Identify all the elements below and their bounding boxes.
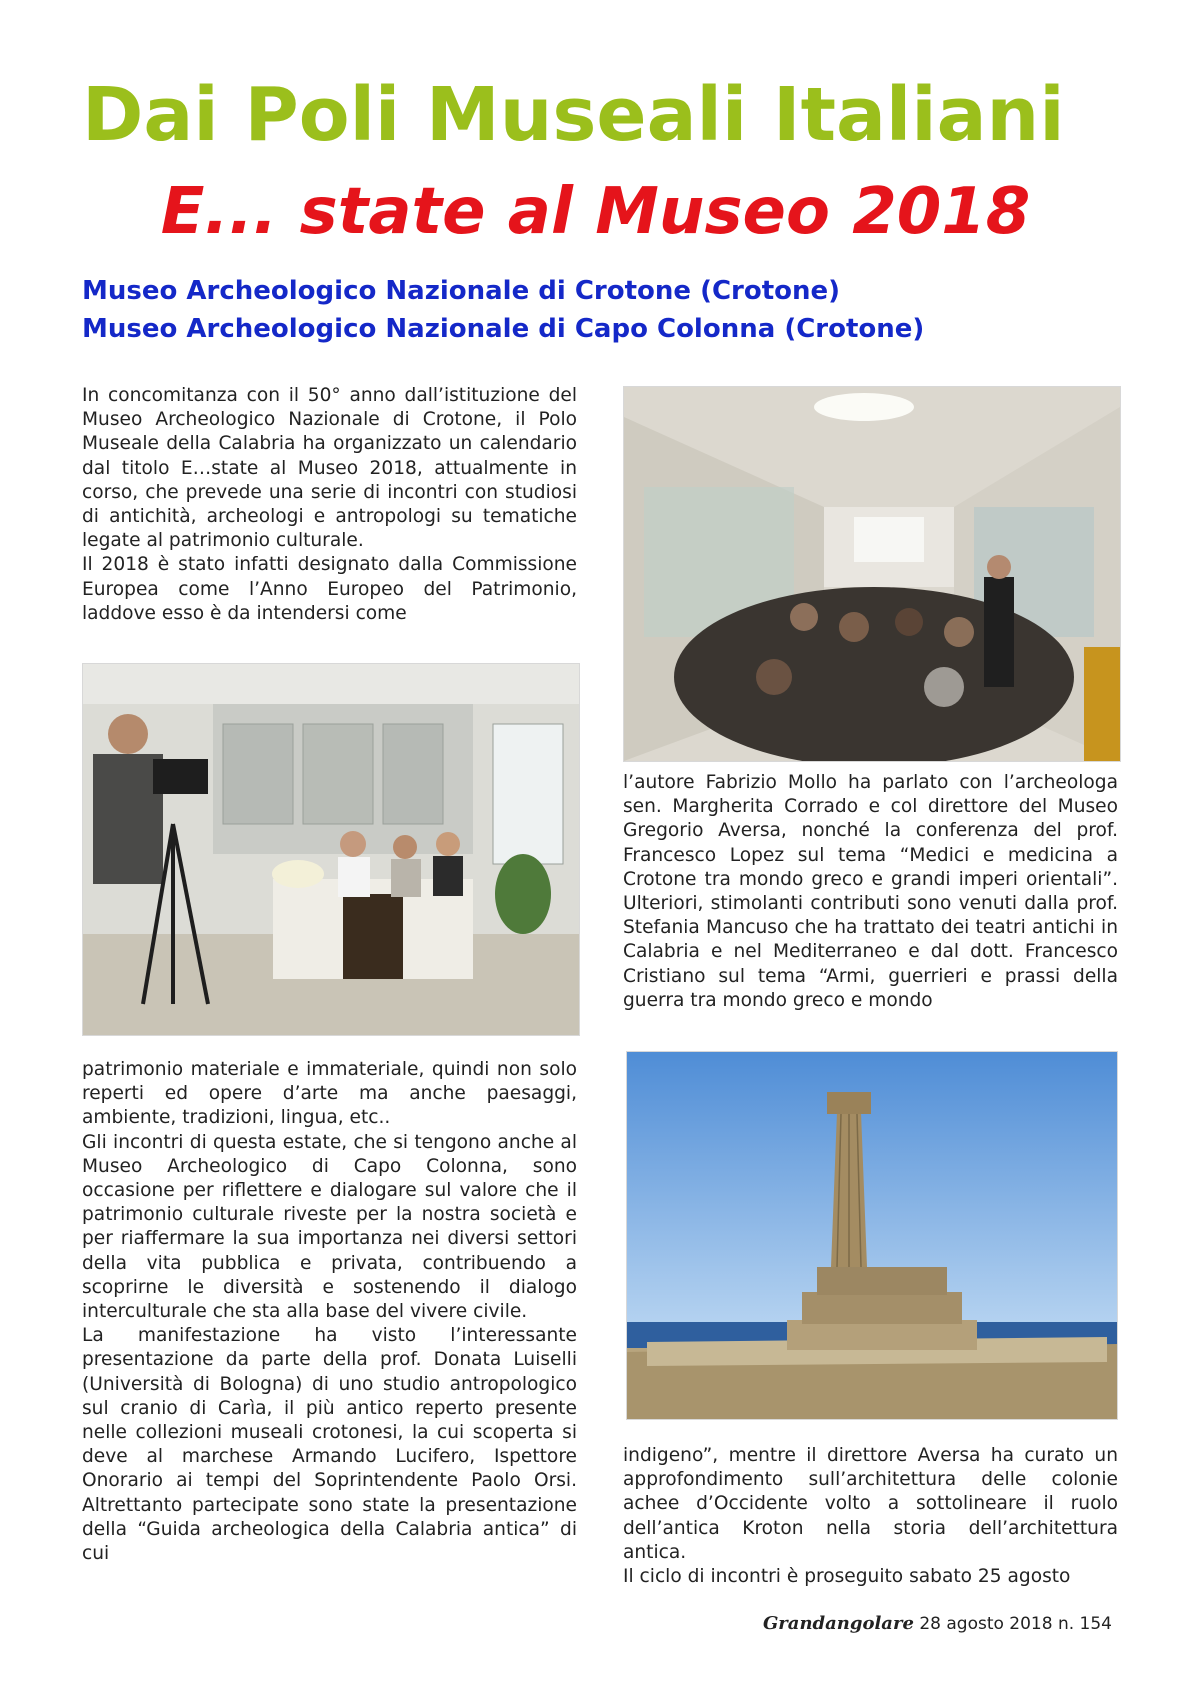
temple-column-photo [626,1051,1118,1420]
paragraph: l’autore Fabrizio Mollo ha parlato con l’archeologa sen. Margherita Corrado e col direttore del Museo Gregorio Aversa, nonché la conferenza del prof. Francesco Lopez sul tema “Medici e medicina a Crotone tra mondo greco e grandi imperi orientali”. Ulteriori, stimolanti contributi sono venuti dalla prof. Stefania Mancuso che ha trattato dei teatri antichi in Calabria e nel Mediterraneo e dal dott. Francesco Cristiano sul tema “Armi, guerrieri e prassi della guerra tra mondo greco e mondo [623,772,1118,1011]
article-text-block-4 [623,1444,1118,1589]
article-text-block-3 [623,771,1118,1013]
paragraph: indigeno”, mentre il direttore Aversa ha curato un approfondimento sull’architettura delle colonie achee d’Occidente volto a sottolineare il ruolo dell’antica Kroton nella storia dell’architettura antica. [623,1445,1118,1563]
magazine-name: Grandangolare [762,1613,914,1634]
issue-info: 28 agosto 2018 n. 154 [919,1614,1112,1634]
conference-photo [82,663,580,1036]
venue-capo-colonna: Museo Archeologico Nazionale di Capo Colonna (Crotone) [82,314,925,344]
venue-list [82,272,1112,348]
page-subtitle: E... state al Museo 2018 [160,175,1031,249]
paragraph: patrimonio materiale e immateriale, quindi non solo reperti ed opere d’arte ma anche paesaggi, ambiente, tradizioni, lingua, etc.. [82,1059,577,1129]
audience-photo [623,386,1121,762]
audience-photo-image [624,387,1120,761]
paragraph: La manifestazione ha visto l’interessante presentazione da parte della prof. Donata Luiselli (Università di Bologna) di uno studio antropologico sul cranio di Carìa, il più antico reperto presente nelle collezioni museali crotonesi, la cui scoperta si deve al marchese Armando Lucifero, Ispettore Onorario ai tempi del Soprintendente Paolo Orsi. Altrettanto partecipate sono state la presentazione della “Guida archeologica della Calabria antica” di cui [82,1325,577,1565]
venue-crotone: Museo Archeologico Nazionale di Crotone (Crotone) [82,276,841,306]
conference-photo-image [83,664,579,1035]
paragraph: Gli incontri di questa estate, che si tengono anche al Museo Archeologico di Capo Colonna, sono occasione per riflettere e dialogare sul valore che il patrimonio culturale riveste per la nostra società e per riaffermare la sua importanza nei diversi settori della vita pubblica e privata, contribuendo a scoprirne le diversità e sostenendo il dialogo interculturale che sta alla base del vivere civile. [82,1131,577,1323]
paragraph: Il ciclo di incontri è proseguito sabato 25 agosto [623,1566,1071,1588]
temple-column-photo-image [627,1052,1117,1419]
page-title: Dai Poli Museali Italiani [82,72,1065,158]
paragraph: In concomitanza con il 50° anno dall’istituzione del Museo Archeologico Nazionale di Crotone, il Polo Museale della Calabria ha organizzato un calendario dal titolo E…state al Museo 2018, attualmente in corso, che prevede una serie di incontri con studiosi di antichità, archeologi e antropologi su tematiche legate al patrimonio culturale. [82,385,577,552]
page-footer [600,1613,1112,1635]
article-text-block-1 [82,384,577,626]
article-text-block-2 [82,1058,577,1566]
paragraph: Il 2018 è stato infatti designato dalla Commissione Europea come l’Anno Europeo del Patrimonio, laddove esso è da intendersi come [82,554,577,624]
